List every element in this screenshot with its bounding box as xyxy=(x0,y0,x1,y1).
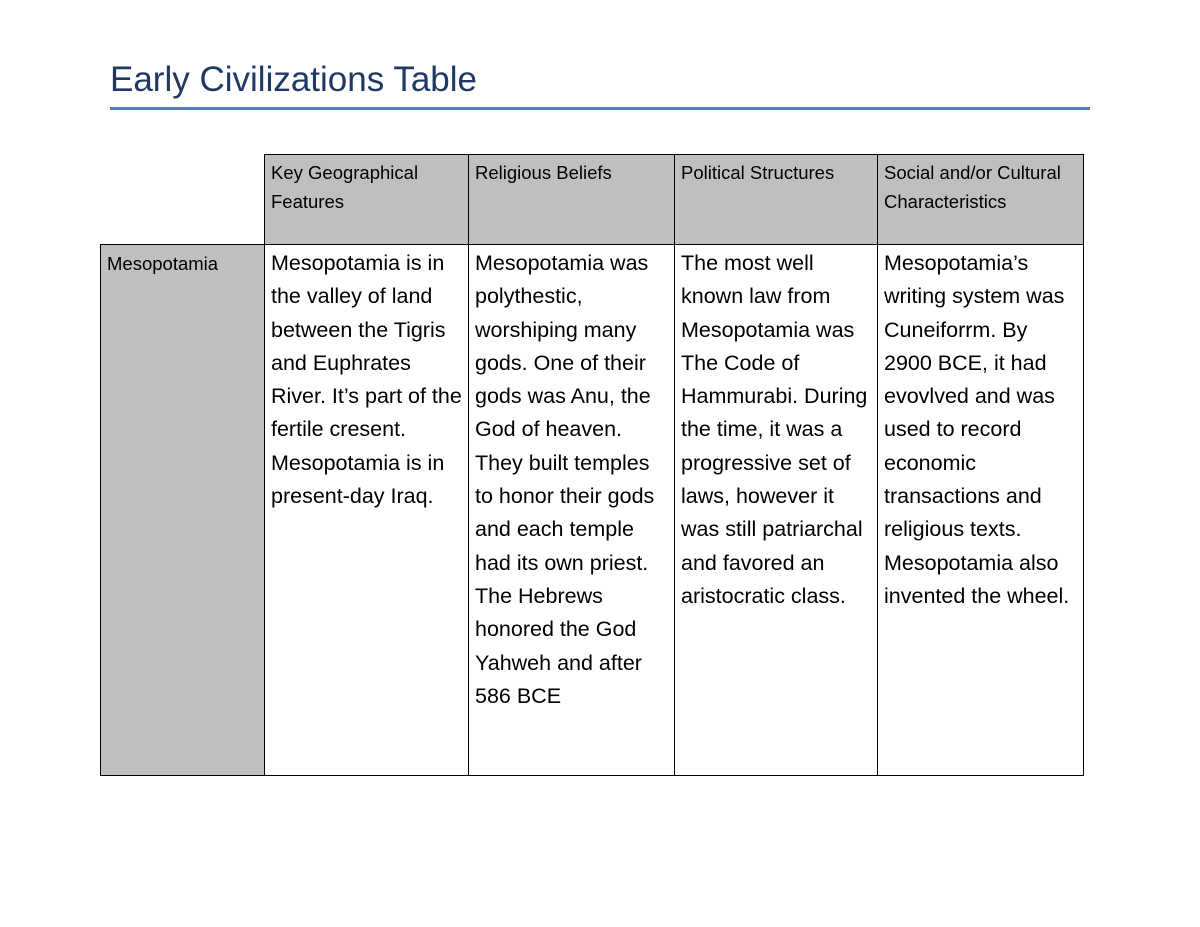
row-header-mesopotamia: Mesopotamia xyxy=(101,245,265,776)
table-row xyxy=(101,245,1084,776)
cell-religion xyxy=(469,245,675,776)
title-underline xyxy=(110,107,1090,110)
column-header-social: Social and/or Cultural Characteristics xyxy=(878,155,1084,245)
column-header-religion: Religious Beliefs xyxy=(469,155,675,245)
column-header-politics: Political Structures xyxy=(675,155,878,245)
table-header-row xyxy=(101,155,1084,245)
cell-geography: Mesopotamia is in the valley of land between the Tigris and Euphrates River. It’s part of the fertile cresent. Mesopotamia is in present-day Iraq. xyxy=(265,245,469,776)
page-title: Early Civilizations Table xyxy=(110,60,478,99)
cell-politics: The most well known law from Mesopotamia was The Code of Hammurabi. During the time, it was a progressive set of laws, however it was still patriarchal and favored an aristocratic class. xyxy=(675,245,878,776)
religion-paragraph-1: Mesopotamia was polythestic, worshiping many gods. One of their gods was Anu, the God of heaven. They built temples to honor their gods and each temple had its own priest. xyxy=(475,251,655,575)
table-corner-cell xyxy=(101,155,265,245)
column-header-geography: Key Geographical Features xyxy=(265,155,469,245)
religion-paragraph-2: The Hebrews honored the God Yahweh and after 586 BCE xyxy=(475,583,642,708)
cell-social: Mesopotamia’s writing system was Cuneiforrm. By 2900 BCE, it had evovlved and was used to record economic transactions and religious texts. Mesopotamia also invented the wheel. xyxy=(878,245,1084,776)
civilizations-table xyxy=(100,154,1084,776)
